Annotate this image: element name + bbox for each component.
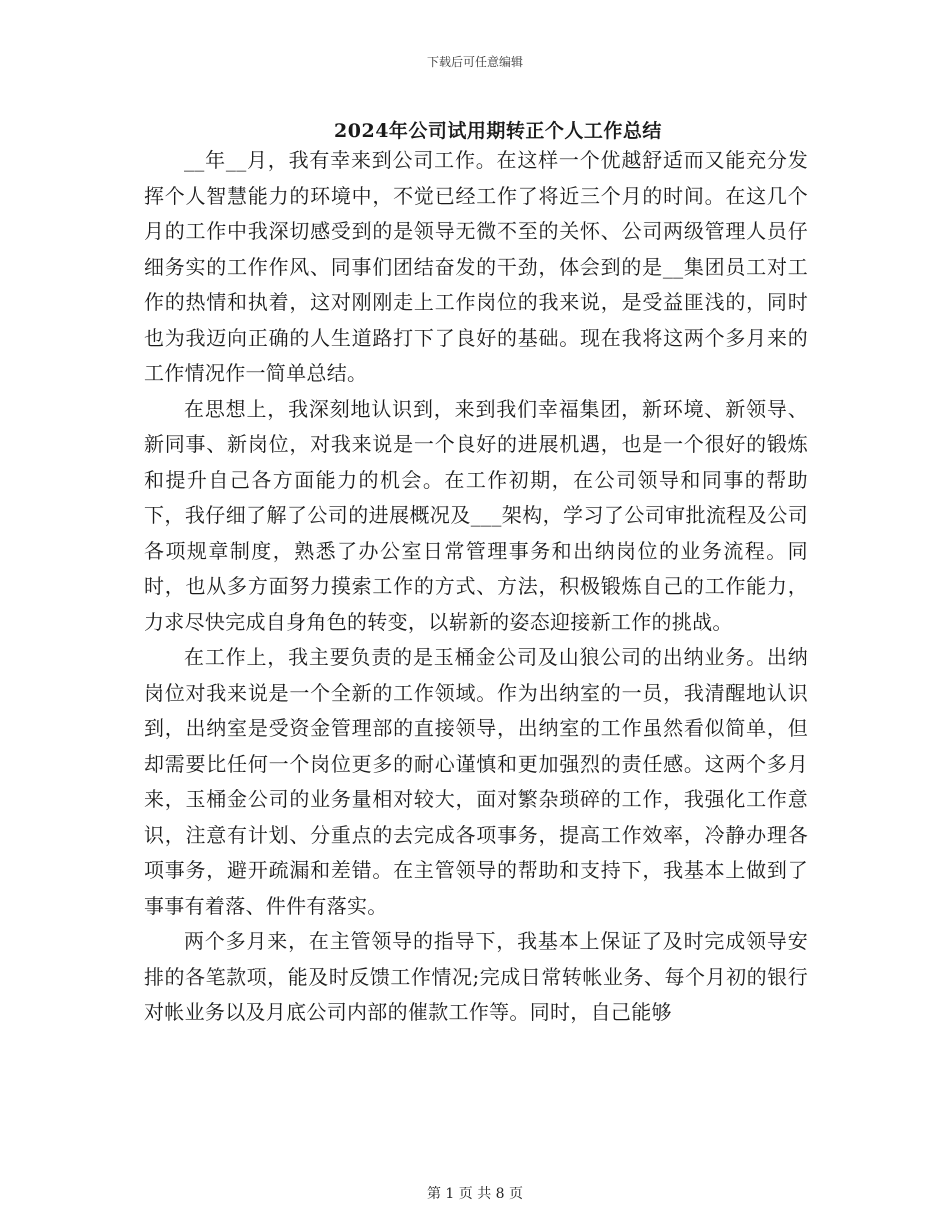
document-title: 2024年公司试用期转正个人工作总结 — [334, 120, 662, 142]
page-number: 第 1 页 共 8 页 — [426, 1186, 524, 1202]
paragraph-1: __年__月，我有幸来到公司工作。在这样一个优越舒适而又能充分发挥个人智慧能力的环境中，不觉已经工作了将近三个月的时间。在这几个月的工作中我深切感受到的是领导无微不至的关怀、公司两级管理人员仔细务实的工作作风、同事们团结奋发的干劲，体会到的是__集团员工对工作的热情和执着，这对刚刚走上工作岗位的我来说，是受益匪浅的，同时也为我迈向正确的人生道路打下了良好的基础。现在我将这两个多月来的工作情况作一简单总结。 — [144, 148, 808, 385]
paragraph-3: 在工作上，我主要负责的是玉桶金公司及山狼公司的出纳业务。出纳岗位对我来说是一个全新的工作领域。作为出纳室的一员，我清醒地认识到，出纳室是受资金管理部的直接领导，出纳室的工作虽然看似简单，但却需要比任何一个岗位更多的耐心谨慎和更加强烈的责任感。这两个多月来，玉桶金公司的业务量相对较大，面对繁杂琐碎的工作，我强化工作意识，注意有计划、分重点的去完成各项事务，提高工作效率，冷静办理各项事务，避开疏漏和差错。在主管领导的帮助和支持下，我基本上做到了事事有着落、件件有落实。 — [144, 645, 808, 918]
document-body — [144, 143, 808, 1031]
paragraph-2: 在思想上，我深刻地认识到，来到我们幸福集团，新环境、新领导、新同事、新岗位，对我来说是一个良好的进展机遇，也是一个很好的锻炼和提升自己各方面能力的机会。在工作初期，在公司领导和同事的帮助下，我仔细了解了公司的进展概况及___架构，学习了公司审批流程及公司各项规章制度，熟悉了办公室日常管理事务和出纳岗位的业务流程。同时，也从多方面努力摸索工作的方式、方法，积极锻炼自己的工作能力，力求尽快完成自身角色的转变，以崭新的姿态迎接新工作的挑战。 — [144, 396, 808, 634]
paragraph-4: 两个多月来，在主管领导的指导下，我基本上保证了及时完成领导安排的各笔款项，能及时反馈工作情况;完成日常转帐业务、每个月初的银行对帐业务以及月底公司内部的催款工作等。同时，自己能够 — [144, 929, 808, 1024]
header-note: 下载后可任意编辑 — [426, 55, 523, 69]
